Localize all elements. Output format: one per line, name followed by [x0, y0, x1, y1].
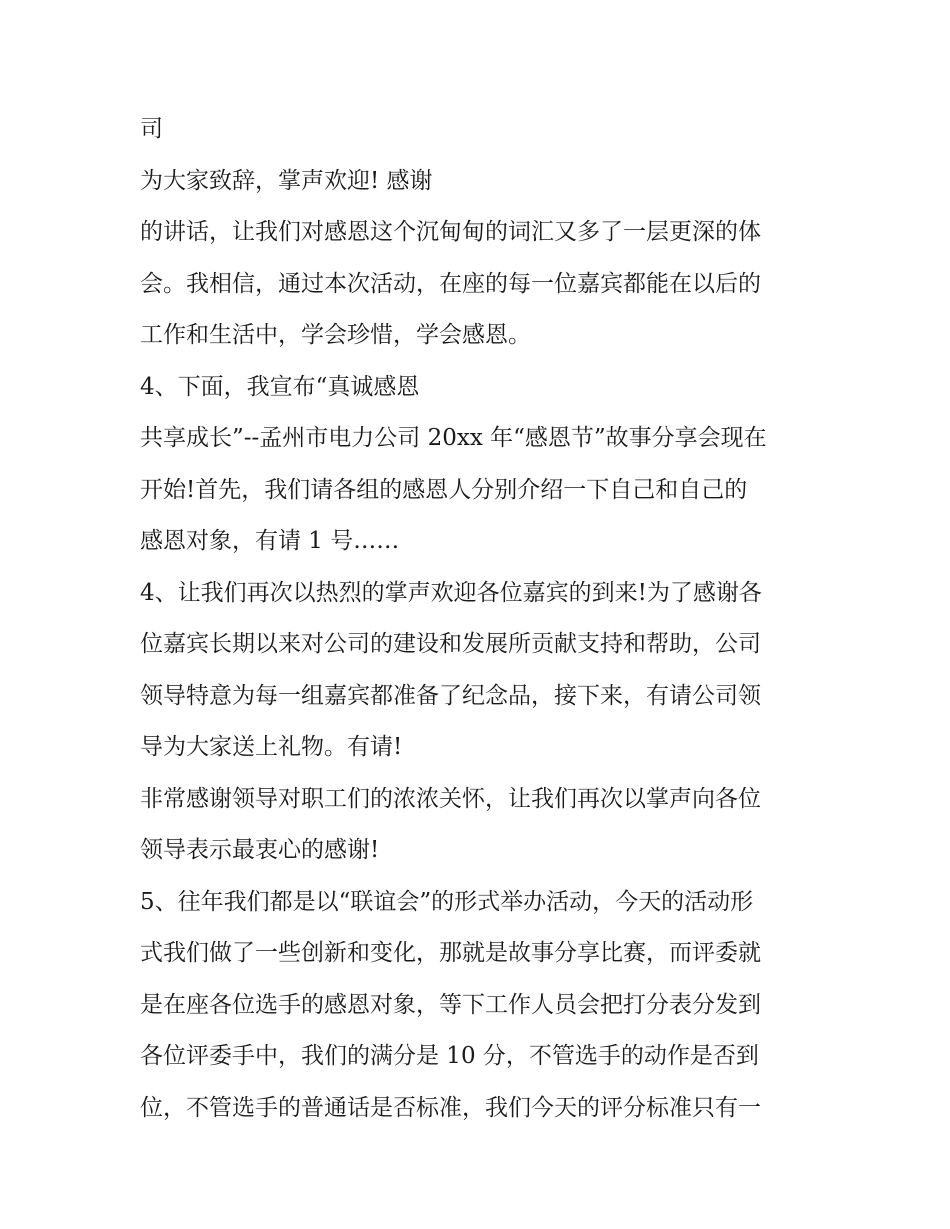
text-line: 为大家致辞，掌声欢迎! 感谢 [140, 167, 433, 194]
text-line: 领导特意为每一组嘉宾都准备了纪念品，接下来，有请公司领 [140, 682, 761, 709]
text-line: 工作和生活中，学会珍惜，学会感恩。 [140, 322, 531, 348]
text-line: 开始!首先，我们请各组的感恩人分别介绍一下自己和自己的 [140, 476, 748, 503]
text-line: 感恩对象，有请 1 号…… [140, 528, 400, 554]
text-line: 位嘉宾长期以来对公司的建设和发展所贡献支持和帮助，公司 [140, 631, 761, 657]
text-line: 司 [140, 116, 163, 142]
text-line: 各位评委手中，我们的满分是 10 分，不管选手的动作是否到 [140, 1043, 759, 1069]
text-line: 4、让我们再次以热烈的掌声欢迎各位嘉宾的到来!为了感谢各 [140, 579, 762, 606]
document-body [140, 104, 820, 1134]
text-line: 非常感谢领导对职工们的浓浓关怀，让我们再次以掌声向各位 [140, 785, 761, 812]
text-line: 5、往年我们都是以“联谊会”的形式举办活动，今天的活动形 [140, 888, 754, 915]
text-line: 导为大家送上礼物。有请! [140, 734, 403, 760]
text-line: 领导表示最衷心的感谢! [140, 837, 380, 863]
text-line: 4、下面，我宣布“真诚感恩 [140, 373, 420, 400]
text-line: 式我们做了一些创新和变化，那就是故事分享比赛，而评委就 [140, 940, 761, 966]
text-line: 的讲话，让我们对感恩这个沉甸甸的词汇又多了一层更深的体 [140, 219, 761, 245]
text-line: 共享成长”--孟州市电力公司 20xx 年“感恩节”故事分享会现在 [140, 425, 767, 451]
text-line: 位，不管选手的普通话是否标准，我们今天的评分标准只有一 [140, 1094, 761, 1121]
text-line: 是在座各位选手的感恩对象，等下工作人员会把打分表分发到 [140, 991, 761, 1018]
text-line: 会。我相信，通过本次活动，在座的每一位嘉宾都能在以后的 [140, 270, 761, 297]
